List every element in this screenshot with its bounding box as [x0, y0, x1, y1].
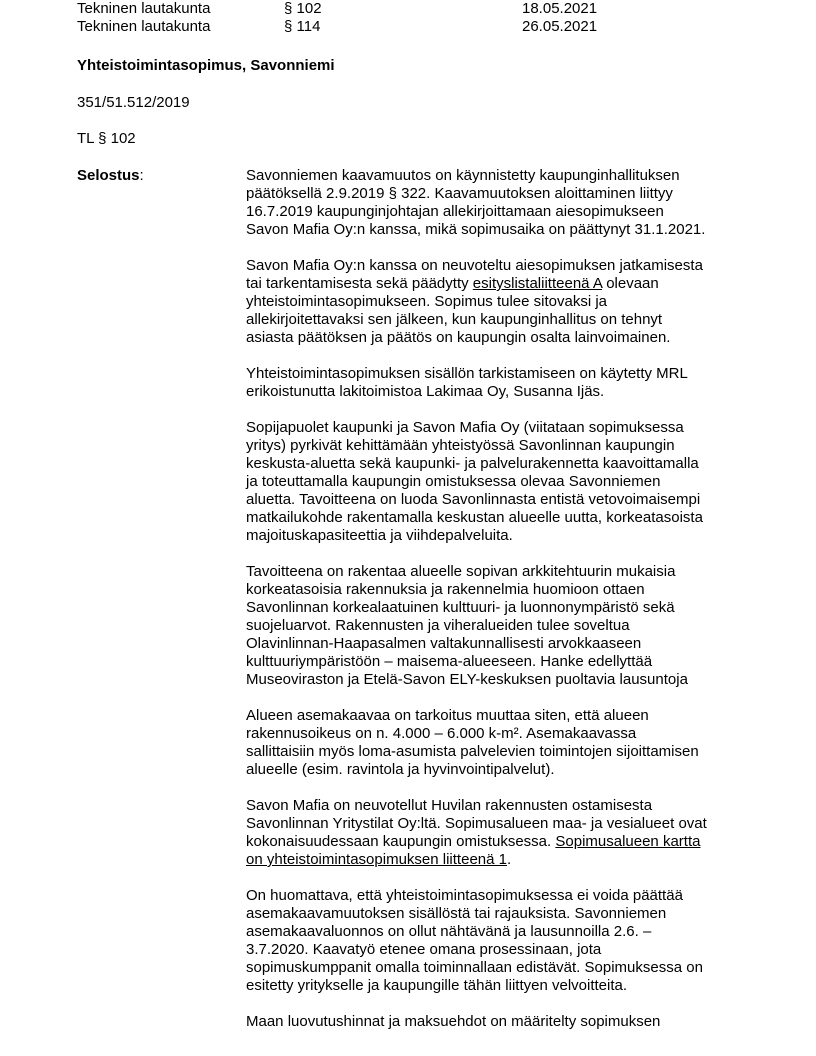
- paragraph: [246, 887, 746, 995]
- text-line: esitetty yritykselle ja kaupungille tähän liittyen velvoitteita.: [246, 977, 628, 994]
- section-number: § 114: [284, 18, 321, 35]
- text-line: sopimuskumppanit omalla toiminnallaan edistävät. Sopimuksessa on: [246, 959, 703, 976]
- section-number: § 102: [284, 0, 322, 17]
- text-line: Olavinlinnan-Haapasalmen valtakunnallisesti arvokkaaseen: [246, 635, 642, 652]
- paragraph: [246, 563, 746, 689]
- text-line: matkailukohde rakentamalla keskustan alueelle uutta, korkeatasoista: [246, 509, 703, 526]
- paragraph: [246, 797, 746, 869]
- text-line: alueelle (esim. ravintola ja hyvinvointipalvelut).: [246, 761, 555, 778]
- reference-number: 351/51.512/2019: [77, 94, 190, 111]
- text-line: On huomattava, että yhteistoimintasopimuksessa ei voida päättää: [246, 887, 683, 904]
- text-line: Yhteistoimintasopimuksen sisällön tarkistamiseen on käytetty MRL: [246, 365, 688, 382]
- text-line: päätöksellä 2.9.2019 § 322. Kaavamuutoksen aloittaminen liittyy: [246, 185, 673, 202]
- text-line: Savon Mafia on neuvotellut Huvilan rakennusten ostamisesta: [246, 797, 653, 814]
- text-line: asemakaavaluonnos on ollut nähtävänä ja lausunnoilla 2.6. –: [246, 923, 652, 940]
- text-line: Savon Mafia Oy:n kanssa, mikä sopimusaika on päättynyt 31.1.2021.: [246, 221, 706, 238]
- text-line: ja toteuttamalla kaupungin omistuksessa olevaa Savonniemen: [246, 473, 661, 490]
- header-row: [77, 0, 777, 18]
- attachment-link[interactable]: Sopimusalueen kartta: [555, 833, 701, 850]
- text-line: sallittaisiin myös loma-asumista palvelevien toimintojen sijoittamisen: [246, 743, 699, 760]
- attachment-link[interactable]: esityslistaliitteenä A: [472, 275, 603, 292]
- text-line: kulttuuriympäristöön – maisema-alueeseen. Hanke edellyttää: [246, 653, 653, 670]
- text-segment: .: [506, 851, 512, 868]
- text-line: [246, 833, 746, 851]
- text-line: 16.7.2019 kaupunginjohtajan allekirjoittamaan aiesopimukseen: [246, 203, 664, 220]
- paragraph: [246, 419, 746, 545]
- text-line: 3.7.2020. Kaavatyö etenee omana prosessinaan, jota: [246, 941, 602, 958]
- document-title: Yhteistoimintasopimus, Savonniemi: [77, 57, 335, 74]
- header-row: [77, 18, 777, 36]
- text-line: [246, 275, 746, 293]
- paragraph: [246, 167, 746, 239]
- paragraph: [246, 257, 746, 347]
- text-line: Maan luovutushinnat ja maksuehdot on määritelty sopimuksen: [246, 1013, 661, 1030]
- description-body: [246, 167, 746, 1049]
- text-line: Savonlinnan korkealaatuinen kulttuuri- ja luonnonympäristö sekä: [246, 599, 675, 616]
- meeting-date: 18.05.2021: [522, 0, 598, 17]
- text-line: allekirjoitettavaksi sen jälkeen, kun kaupunginhallitus on tehnyt: [246, 311, 663, 328]
- text-line: yritys) pyrkivät kehittämään yhteistyössä Savonlinnan kaupungin: [246, 437, 675, 454]
- text-line: Savon Mafia Oy:n kanssa on neuvoteltu aiesopimuksen jatkamisesta: [246, 257, 703, 274]
- text-line: asemakaavamuutoksen sisällöstä tai rajauksista. Savonniemen: [246, 905, 667, 922]
- text-line: Savonniemen kaavamuutos on käynnistetty kaupunginhallituksen: [246, 167, 680, 184]
- text-line: asiasta päätöksen ja päätös on kaupungin osalta lainvoimainen.: [246, 329, 671, 346]
- text-line: erikoistunutta lakitoimistoa Lakimaa Oy, Susanna Ijäs.: [246, 383, 605, 400]
- section-label-word: Selostus: [77, 167, 140, 184]
- text-line: Alueen asemakaavaa on tarkoitus muuttaa siten, että alueen: [246, 707, 649, 724]
- paragraph: [246, 1013, 746, 1031]
- paragraph: [246, 365, 746, 401]
- text-line: Savonlinnan Yritystilat Oy:ltä. Sopimusalueen maa- ja vesialueet ovat: [246, 815, 707, 832]
- text-line: korkeatasoisia rakennuksia ja rakennelmia huomioon ottaen: [246, 581, 645, 598]
- committee-name: Tekninen lautakunta: [77, 18, 211, 35]
- attachment-link[interactable]: on yhteistoimintasopimuksen liitteenä 1: [246, 851, 507, 868]
- paragraph: [246, 707, 746, 779]
- text-line: suojeluarvot. Rakennusten ja viheralueiden tulee soveltua: [246, 617, 630, 634]
- text-line: Museoviraston ja Etelä-Savon ELY-keskuksen puoltavia lausuntoja: [246, 671, 688, 688]
- text-segment: olevaan: [602, 275, 659, 292]
- text-line: majoituskapasiteettia ja viihdepalveluita.: [246, 527, 513, 544]
- meeting-date: 26.05.2021: [522, 18, 598, 35]
- text-line: rakennusoikeus on n. 4.000 – 6.000 k-m². Asemakaavassa: [246, 725, 637, 742]
- text-segment: kokonaisuudessaan kaupungin omistuksessa.: [246, 833, 556, 850]
- text-line: keskusta-aluetta sekä kaupunki- ja palvelurakennetta kaavoittamalla: [246, 455, 699, 472]
- committee-section-ref: TL § 102: [77, 130, 136, 147]
- text-line: [246, 851, 746, 869]
- text-line: yhteistoimintasopimukseen. Sopimus tulee sitovaksi ja: [246, 293, 608, 310]
- section-label: [77, 167, 144, 185]
- text-segment: tai tarkentamisesta sekä päädytty: [246, 275, 473, 292]
- text-line: Sopijapuolet kaupunki ja Savon Mafia Oy (viitataan sopimuksessa: [246, 419, 684, 436]
- text-line: aluetta. Tavoitteena on luoda Savonlinnasta entistä vetovoimaisempi: [246, 491, 701, 508]
- committee-name: Tekninen lautakunta: [77, 0, 211, 17]
- text-line: Tavoitteena on rakentaa alueelle sopivan arkkitehtuurin mukaisia: [246, 563, 676, 580]
- section-label-colon: :: [139, 167, 144, 184]
